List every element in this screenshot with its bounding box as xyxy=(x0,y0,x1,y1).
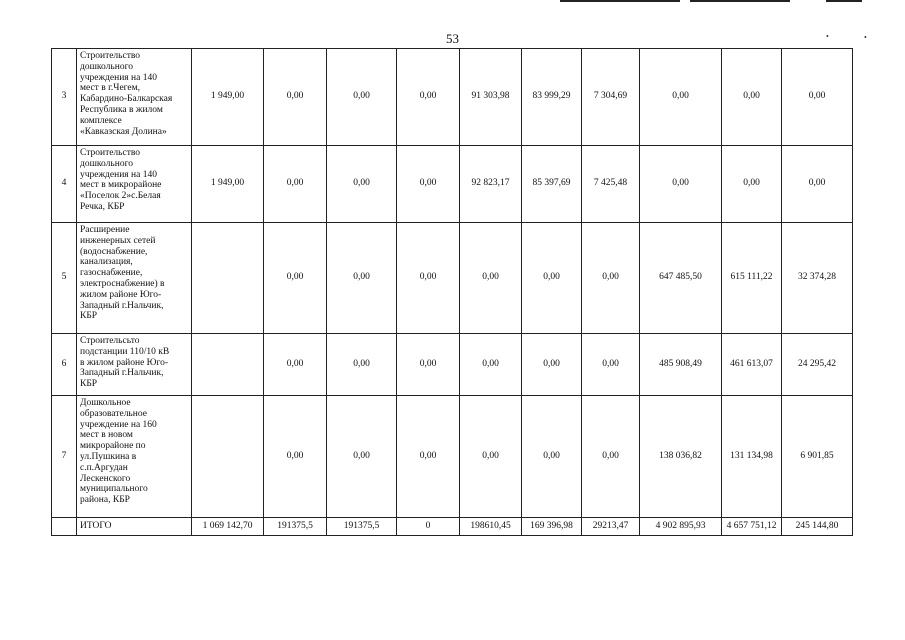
value-cell: 0,00 xyxy=(460,334,522,396)
scan-mark-dot: • xyxy=(826,32,829,41)
value-cell: 0,00 xyxy=(640,146,722,223)
value-cell: 0,00 xyxy=(327,146,397,223)
object-name: Строительсьто подстанции 110/10 кВ в жилом районе Юго- Западный г.Нальчик, КБР xyxy=(77,334,192,396)
value-cell: 0,00 xyxy=(582,223,640,334)
top-rule-right xyxy=(826,0,862,2)
value-cell: 0,00 xyxy=(327,49,397,146)
value-cell: 0,00 xyxy=(264,334,327,396)
value-cell: 6 901,85 xyxy=(782,396,853,518)
total-value-cell: 4 902 895,93 xyxy=(640,518,722,536)
value-cell: 92 823,17 xyxy=(460,146,522,223)
value-cell: 0,00 xyxy=(397,146,460,223)
object-name: Строительство дошкольного учреждения на 140 мест в г.Чегем, Кабардино-Балкарская Республика в жилом комплексе «Кавказская Долина» xyxy=(77,49,192,146)
value-cell: 0,00 xyxy=(327,396,397,518)
row-number: 3 xyxy=(52,49,77,146)
value-cell: 91 303,98 xyxy=(460,49,522,146)
value-cell: 24 295,42 xyxy=(782,334,853,396)
value-cell xyxy=(192,223,264,334)
total-row xyxy=(52,518,853,536)
row-number: 5 xyxy=(52,223,77,334)
value-cell: 0,00 xyxy=(397,223,460,334)
row-number: 4 xyxy=(52,146,77,223)
total-value-cell: 198610,45 xyxy=(460,518,522,536)
value-cell: 615 111,22 xyxy=(722,223,782,334)
total-label: ИТОГО xyxy=(77,518,192,536)
total-row-number xyxy=(52,518,77,536)
value-cell xyxy=(192,334,264,396)
value-cell: 32 374,28 xyxy=(782,223,853,334)
total-value-cell: 191375,5 xyxy=(327,518,397,536)
value-cell: 0,00 xyxy=(397,49,460,146)
table-row xyxy=(52,49,853,146)
total-value-cell: 29213,47 xyxy=(582,518,640,536)
value-cell: 7 425,48 xyxy=(582,146,640,223)
value-cell: 0,00 xyxy=(522,223,582,334)
value-cell: 461 613,07 xyxy=(722,334,782,396)
value-cell: 0,00 xyxy=(582,334,640,396)
value-cell: 0,00 xyxy=(460,223,522,334)
total-value-cell: 0 xyxy=(397,518,460,536)
value-cell: 1 949,00 xyxy=(192,146,264,223)
value-cell: 0,00 xyxy=(264,146,327,223)
value-cell: 0,00 xyxy=(264,49,327,146)
top-rule-left xyxy=(560,0,680,2)
table-row xyxy=(52,396,853,518)
value-cell: 0,00 xyxy=(397,334,460,396)
value-cell: 0,00 xyxy=(327,334,397,396)
value-cell: 85 397,69 xyxy=(522,146,582,223)
table-row xyxy=(52,223,853,334)
object-name: Строительство дошкольного учреждения на 140 мест в микрорайоне «Поселок 2»с.Белая Речка, КБР xyxy=(77,146,192,223)
value-cell: 138 036,82 xyxy=(640,396,722,518)
value-cell xyxy=(192,396,264,518)
total-value-cell: 245 144,80 xyxy=(782,518,853,536)
budget-table xyxy=(51,48,853,536)
value-cell: 83 999,29 xyxy=(522,49,582,146)
value-cell: 0,00 xyxy=(582,396,640,518)
table-row xyxy=(52,334,853,396)
value-cell: 0,00 xyxy=(782,146,853,223)
value-cell: 0,00 xyxy=(522,334,582,396)
value-cell: 7 304,69 xyxy=(582,49,640,146)
top-rule-mid xyxy=(690,0,790,2)
value-cell: 0,00 xyxy=(722,49,782,146)
object-name: Расширение инженерных сетей (водоснабжение, канализация, газоснабжение, электроснабжение) в жилом районе Юго- Западный г.Нальчик, КБР xyxy=(77,223,192,334)
value-cell: 0,00 xyxy=(782,49,853,146)
scan-mark-dot: • xyxy=(864,33,867,42)
page-number: 53 xyxy=(446,31,459,46)
value-cell: 0,00 xyxy=(264,223,327,334)
value-cell: 485 908,49 xyxy=(640,334,722,396)
table-row xyxy=(52,146,853,223)
value-cell: 0,00 xyxy=(522,396,582,518)
value-cell: 0,00 xyxy=(460,396,522,518)
total-value-cell: 169 396,98 xyxy=(522,518,582,536)
value-cell: 0,00 xyxy=(264,396,327,518)
value-cell: 0,00 xyxy=(397,396,460,518)
value-cell: 0,00 xyxy=(327,223,397,334)
row-number: 6 xyxy=(52,334,77,396)
total-value-cell: 191375,5 xyxy=(264,518,327,536)
value-cell: 0,00 xyxy=(640,49,722,146)
total-value-cell: 1 069 142,70 xyxy=(192,518,264,536)
object-name: Дошкольное образовательное учреждение на 160 мест в новом микрорайоне по ул.Пушкина в с.п.Аргудан Лескенского муниципального района, КБР xyxy=(77,396,192,518)
value-cell: 647 485,50 xyxy=(640,223,722,334)
value-cell: 131 134,98 xyxy=(722,396,782,518)
total-value-cell: 4 657 751,12 xyxy=(722,518,782,536)
row-number: 7 xyxy=(52,396,77,518)
value-cell: 1 949,00 xyxy=(192,49,264,146)
value-cell: 0,00 xyxy=(722,146,782,223)
